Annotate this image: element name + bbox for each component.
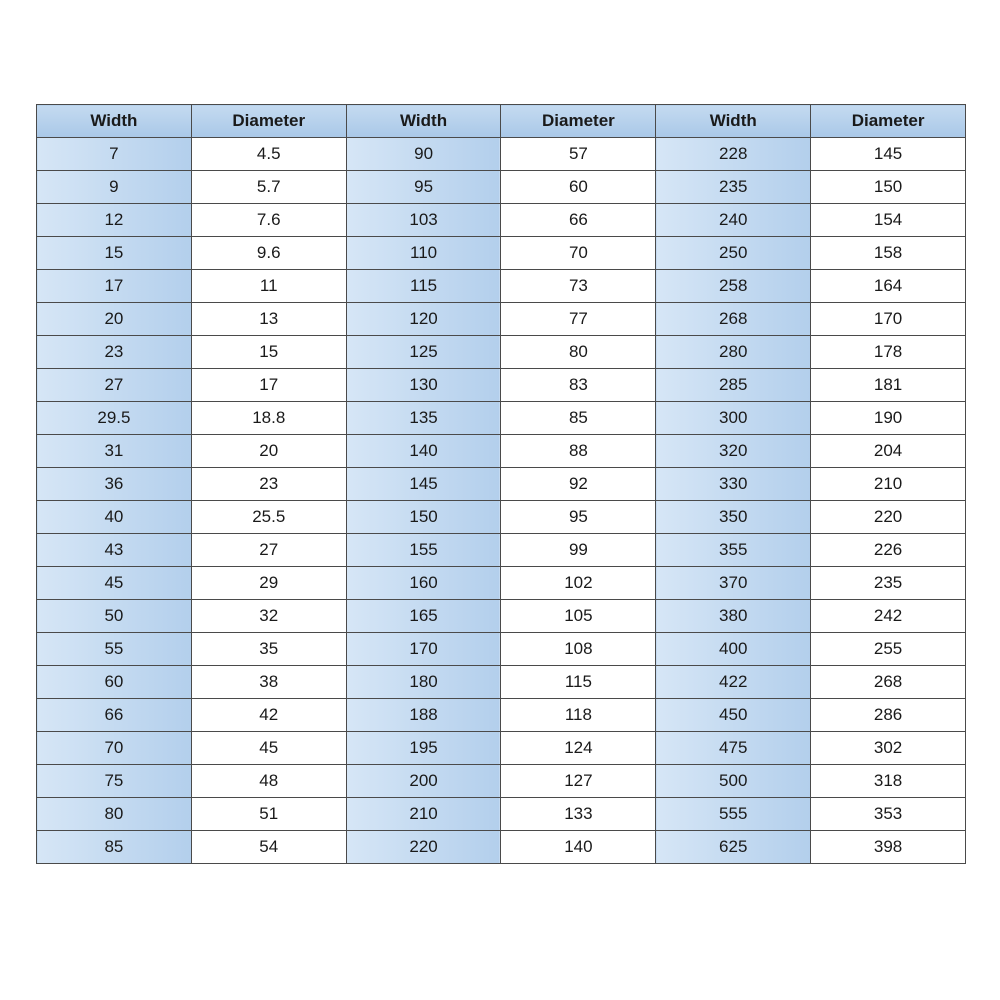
width-value-cell: 330 — [656, 468, 811, 501]
table-row — [37, 237, 966, 270]
width-value-cell: 285 — [656, 369, 811, 402]
diameter-value-cell: 77 — [501, 303, 656, 336]
table-row — [37, 567, 966, 600]
width-value-cell: 400 — [656, 633, 811, 666]
diameter-value-cell: 118 — [501, 699, 656, 732]
diameter-value-cell: 268 — [811, 666, 966, 699]
table-row — [37, 732, 966, 765]
table-row — [37, 831, 966, 864]
diameter-value-cell: 210 — [811, 468, 966, 501]
diameter-value-cell: 190 — [811, 402, 966, 435]
width-value-cell: 17 — [37, 270, 192, 303]
diameter-value-cell: 15 — [191, 336, 346, 369]
width-value-cell: 110 — [346, 237, 501, 270]
header-width-3: Width — [656, 105, 811, 138]
diameter-value-cell: 226 — [811, 534, 966, 567]
diameter-value-cell: 115 — [501, 666, 656, 699]
width-value-cell: 155 — [346, 534, 501, 567]
table-row — [37, 765, 966, 798]
table-header — [37, 105, 966, 138]
width-value-cell: 220 — [346, 831, 501, 864]
table-row — [37, 534, 966, 567]
diameter-value-cell: 66 — [501, 204, 656, 237]
table-row — [37, 435, 966, 468]
width-value-cell: 70 — [37, 732, 192, 765]
width-value-cell: 23 — [37, 336, 192, 369]
width-value-cell: 125 — [346, 336, 501, 369]
width-value-cell: 20 — [37, 303, 192, 336]
diameter-value-cell: 60 — [501, 171, 656, 204]
width-value-cell: 40 — [37, 501, 192, 534]
diameter-value-cell: 204 — [811, 435, 966, 468]
diameter-value-cell: 140 — [501, 831, 656, 864]
width-value-cell: 75 — [37, 765, 192, 798]
diameter-value-cell: 48 — [191, 765, 346, 798]
width-value-cell: 380 — [656, 600, 811, 633]
width-value-cell: 422 — [656, 666, 811, 699]
table-row — [37, 798, 966, 831]
width-value-cell: 145 — [346, 468, 501, 501]
width-value-cell: 95 — [346, 171, 501, 204]
diameter-value-cell: 181 — [811, 369, 966, 402]
width-value-cell: 450 — [656, 699, 811, 732]
table-row — [37, 171, 966, 204]
diameter-value-cell: 42 — [191, 699, 346, 732]
width-value-cell: 9 — [37, 171, 192, 204]
diameter-value-cell: 108 — [501, 633, 656, 666]
diameter-value-cell: 45 — [191, 732, 346, 765]
diameter-value-cell: 73 — [501, 270, 656, 303]
width-value-cell: 280 — [656, 336, 811, 369]
diameter-value-cell: 398 — [811, 831, 966, 864]
width-value-cell: 27 — [37, 369, 192, 402]
diameter-value-cell: 85 — [501, 402, 656, 435]
table-body — [37, 138, 966, 864]
width-value-cell: 370 — [656, 567, 811, 600]
table-row — [37, 369, 966, 402]
diameter-value-cell: 353 — [811, 798, 966, 831]
header-width-1: Width — [37, 105, 192, 138]
width-value-cell: 355 — [656, 534, 811, 567]
width-value-cell: 170 — [346, 633, 501, 666]
width-value-cell: 36 — [37, 468, 192, 501]
diameter-value-cell: 35 — [191, 633, 346, 666]
diameter-value-cell: 27 — [191, 534, 346, 567]
width-value-cell: 228 — [656, 138, 811, 171]
diameter-value-cell: 5.7 — [191, 171, 346, 204]
width-value-cell: 140 — [346, 435, 501, 468]
width-value-cell: 55 — [37, 633, 192, 666]
header-diameter-1: Diameter — [191, 105, 346, 138]
diameter-value-cell: 220 — [811, 501, 966, 534]
width-value-cell: 80 — [37, 798, 192, 831]
width-value-cell: 180 — [346, 666, 501, 699]
width-value-cell: 350 — [656, 501, 811, 534]
header-diameter-2: Diameter — [501, 105, 656, 138]
diameter-value-cell: 4.5 — [191, 138, 346, 171]
width-value-cell: 188 — [346, 699, 501, 732]
diameter-value-cell: 150 — [811, 171, 966, 204]
table-row — [37, 666, 966, 699]
diameter-value-cell: 286 — [811, 699, 966, 732]
width-value-cell: 15 — [37, 237, 192, 270]
table-row — [37, 600, 966, 633]
width-value-cell: 320 — [656, 435, 811, 468]
width-value-cell: 258 — [656, 270, 811, 303]
diameter-value-cell: 70 — [501, 237, 656, 270]
width-diameter-table — [36, 104, 966, 864]
diameter-value-cell: 105 — [501, 600, 656, 633]
table-row — [37, 336, 966, 369]
header-width-2: Width — [346, 105, 501, 138]
width-value-cell: 250 — [656, 237, 811, 270]
width-value-cell: 160 — [346, 567, 501, 600]
diameter-value-cell: 57 — [501, 138, 656, 171]
table-row — [37, 270, 966, 303]
width-value-cell: 210 — [346, 798, 501, 831]
diameter-value-cell: 17 — [191, 369, 346, 402]
diameter-value-cell: 18.8 — [191, 402, 346, 435]
width-value-cell: 268 — [656, 303, 811, 336]
diameter-value-cell: 9.6 — [191, 237, 346, 270]
diameter-value-cell: 95 — [501, 501, 656, 534]
width-value-cell: 195 — [346, 732, 501, 765]
diameter-value-cell: 32 — [191, 600, 346, 633]
table-row — [37, 468, 966, 501]
diameter-value-cell: 80 — [501, 336, 656, 369]
diameter-value-cell: 23 — [191, 468, 346, 501]
table-row — [37, 402, 966, 435]
table-row — [37, 138, 966, 171]
width-value-cell: 29.5 — [37, 402, 192, 435]
diameter-value-cell: 242 — [811, 600, 966, 633]
width-value-cell: 235 — [656, 171, 811, 204]
diameter-value-cell: 38 — [191, 666, 346, 699]
table-row — [37, 501, 966, 534]
width-value-cell: 475 — [656, 732, 811, 765]
width-value-cell: 500 — [656, 765, 811, 798]
width-value-cell: 300 — [656, 402, 811, 435]
diameter-value-cell: 51 — [191, 798, 346, 831]
diameter-value-cell: 170 — [811, 303, 966, 336]
diameter-value-cell: 7.6 — [191, 204, 346, 237]
diameter-value-cell: 92 — [501, 468, 656, 501]
width-value-cell: 120 — [346, 303, 501, 336]
diameter-value-cell: 124 — [501, 732, 656, 765]
diameter-value-cell: 133 — [501, 798, 656, 831]
width-value-cell: 200 — [346, 765, 501, 798]
diameter-value-cell: 127 — [501, 765, 656, 798]
width-value-cell: 130 — [346, 369, 501, 402]
width-value-cell: 135 — [346, 402, 501, 435]
width-value-cell: 103 — [346, 204, 501, 237]
width-value-cell: 90 — [346, 138, 501, 171]
width-value-cell: 50 — [37, 600, 192, 633]
width-value-cell: 31 — [37, 435, 192, 468]
width-value-cell: 43 — [37, 534, 192, 567]
diameter-value-cell: 11 — [191, 270, 346, 303]
width-value-cell: 66 — [37, 699, 192, 732]
table-row — [37, 303, 966, 336]
width-value-cell: 240 — [656, 204, 811, 237]
diameter-value-cell: 145 — [811, 138, 966, 171]
table-row — [37, 699, 966, 732]
diameter-value-cell: 318 — [811, 765, 966, 798]
diameter-value-cell: 99 — [501, 534, 656, 567]
diameter-value-cell: 25.5 — [191, 501, 346, 534]
table-row — [37, 633, 966, 666]
diameter-value-cell: 83 — [501, 369, 656, 402]
width-value-cell: 60 — [37, 666, 192, 699]
width-value-cell: 7 — [37, 138, 192, 171]
header-diameter-3: Diameter — [811, 105, 966, 138]
diameter-value-cell: 158 — [811, 237, 966, 270]
width-value-cell: 85 — [37, 831, 192, 864]
width-value-cell: 625 — [656, 831, 811, 864]
width-value-cell: 12 — [37, 204, 192, 237]
width-value-cell: 150 — [346, 501, 501, 534]
diameter-value-cell: 54 — [191, 831, 346, 864]
diameter-value-cell: 13 — [191, 303, 346, 336]
diameter-value-cell: 154 — [811, 204, 966, 237]
diameter-value-cell: 235 — [811, 567, 966, 600]
diameter-value-cell: 29 — [191, 567, 346, 600]
width-value-cell: 555 — [656, 798, 811, 831]
diameter-value-cell: 88 — [501, 435, 656, 468]
width-value-cell: 115 — [346, 270, 501, 303]
diameter-value-cell: 164 — [811, 270, 966, 303]
width-value-cell: 165 — [346, 600, 501, 633]
diameter-value-cell: 255 — [811, 633, 966, 666]
header-row — [37, 105, 966, 138]
diameter-value-cell: 302 — [811, 732, 966, 765]
table-row — [37, 204, 966, 237]
diameter-value-cell: 102 — [501, 567, 656, 600]
diameter-value-cell: 178 — [811, 336, 966, 369]
diameter-value-cell: 20 — [191, 435, 346, 468]
width-value-cell: 45 — [37, 567, 192, 600]
